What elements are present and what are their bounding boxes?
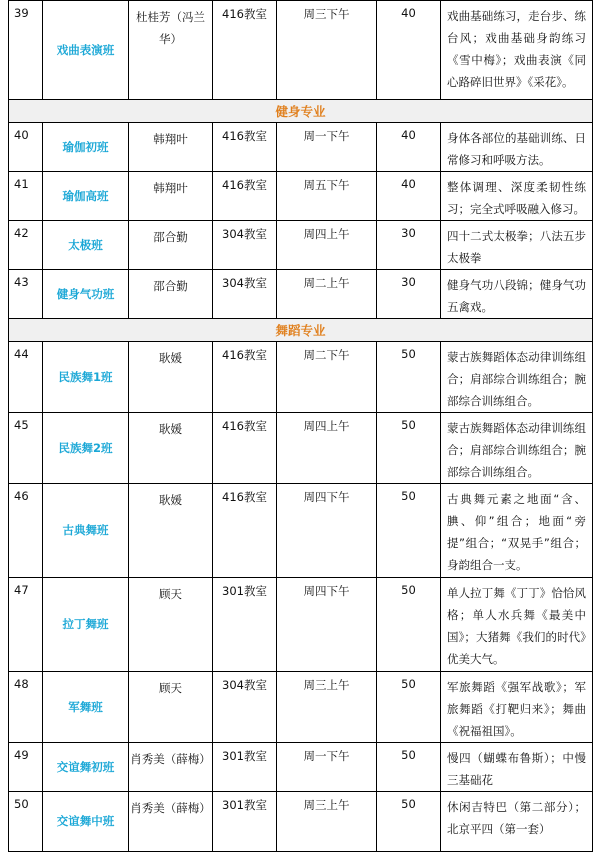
category-row (9, 319, 593, 342)
class-time: 周四下午 (277, 578, 377, 672)
table-row (9, 743, 593, 792)
teacher: 肖秀美（薛梅） (129, 792, 213, 852)
course-description: 四十二式太极拳；八法五步太极拳 (441, 221, 593, 270)
row-number: 43 (9, 270, 43, 319)
course-description: 休闲吉特巴（第二部分）；北京平四（第一套） (441, 792, 593, 852)
capacity: 50 (377, 484, 441, 578)
course-description: 蒙古族舞蹈体态动律训练组合；肩部综合训练组合；腕部综合训练组合。 (441, 413, 593, 484)
teacher: 耿媛 (129, 484, 213, 578)
teacher: 韩翔叶 (129, 172, 213, 221)
teacher: 顾天 (129, 672, 213, 743)
class-time: 周一下午 (277, 123, 377, 172)
capacity: 40 (377, 123, 441, 172)
course-description: 军旅舞蹈《强军战歌》；军旅舞蹈《打靶归来》；舞曲《祝福祖国》。 (441, 672, 593, 743)
row-number: 41 (9, 172, 43, 221)
class-time: 周三下午 (277, 1, 377, 100)
table-row (9, 484, 593, 578)
teacher: 杜桂芳（冯兰华） (129, 1, 213, 100)
row-number: 40 (9, 123, 43, 172)
teacher: 肖秀美（薛梅） (129, 743, 213, 792)
table-row (9, 792, 593, 852)
capacity: 50 (377, 792, 441, 852)
class-time: 周四上午 (277, 221, 377, 270)
classroom: 416教室 (213, 413, 277, 484)
course-name: 太极班 (43, 221, 129, 270)
capacity: 50 (377, 578, 441, 672)
table-row (9, 672, 593, 743)
classroom: 416教室 (213, 172, 277, 221)
classroom: 416教室 (213, 123, 277, 172)
capacity: 50 (377, 342, 441, 413)
teacher: 邵合勤 (129, 270, 213, 319)
course-description: 整体调理、深度柔韧性练习；完全式呼吸融入修习。 (441, 172, 593, 221)
row-number: 49 (9, 743, 43, 792)
course-description: 蒙古族舞蹈体态动律训练组合；肩部综合训练组合；腕部综合训练组合。 (441, 342, 593, 413)
capacity: 50 (377, 743, 441, 792)
classroom: 304教室 (213, 270, 277, 319)
table-row (9, 123, 593, 172)
class-time: 周二上午 (277, 270, 377, 319)
class-time: 周三上午 (277, 792, 377, 852)
course-name: 民族舞1班 (43, 342, 129, 413)
course-name: 交谊舞初班 (43, 743, 129, 792)
table-row (9, 221, 593, 270)
table-row (9, 413, 593, 484)
classroom: 416教室 (213, 1, 277, 100)
teacher: 韩翔叶 (129, 123, 213, 172)
classroom: 416教室 (213, 484, 277, 578)
course-description: 健身气功八段锦；健身气功五禽戏。 (441, 270, 593, 319)
row-number: 39 (9, 1, 43, 100)
course-description: 古典舞元素之地面“含、腆、仰”组合；地面“旁提”组合；“双晃手”组合；身韵组合一支。 (441, 484, 593, 578)
row-number: 47 (9, 578, 43, 672)
class-time: 周五下午 (277, 172, 377, 221)
table-row (9, 172, 593, 221)
course-name: 军舞班 (43, 672, 129, 743)
class-time: 周三上午 (277, 672, 377, 743)
row-number: 50 (9, 792, 43, 852)
teacher: 耿媛 (129, 342, 213, 413)
capacity: 30 (377, 270, 441, 319)
course-name: 古典舞班 (43, 484, 129, 578)
row-number: 48 (9, 672, 43, 743)
category-title: 健身专业 (9, 100, 593, 123)
classroom: 301教室 (213, 578, 277, 672)
course-name: 瑜伽高班 (43, 172, 129, 221)
course-name: 戏曲表演班 (43, 1, 129, 100)
course-description: 单人拉丁舞《丁丁》恰恰风格；单人水兵舞《最美中国》；大猪舞《我们的时代》优美大气。 (441, 578, 593, 672)
course-name: 拉丁舞班 (43, 578, 129, 672)
classroom: 301教室 (213, 792, 277, 852)
classroom: 304教室 (213, 221, 277, 270)
category-title: 舞蹈专业 (9, 319, 593, 342)
table-row (9, 270, 593, 319)
course-name: 民族舞2班 (43, 413, 129, 484)
classroom: 304教室 (213, 672, 277, 743)
course-name: 瑜伽初班 (43, 123, 129, 172)
course-description: 戏曲基础练习，走台步、练台风；戏曲基础身韵练习《雪中梅》；戏曲表演《同心路碎旧世界》《采花》。 (441, 1, 593, 100)
teacher: 顾天 (129, 578, 213, 672)
course-schedule-table (8, 0, 593, 852)
table-row (9, 342, 593, 413)
row-number: 45 (9, 413, 43, 484)
capacity: 40 (377, 1, 441, 100)
row-number: 42 (9, 221, 43, 270)
class-time: 周四下午 (277, 484, 377, 578)
class-time: 周一下午 (277, 743, 377, 792)
teacher: 耿媛 (129, 413, 213, 484)
capacity: 50 (377, 413, 441, 484)
course-name: 健身气功班 (43, 270, 129, 319)
row-number: 46 (9, 484, 43, 578)
course-description: 身体各部位的基础训练、日常修习和呼吸方法。 (441, 123, 593, 172)
table-row (9, 578, 593, 672)
course-name: 交谊舞中班 (43, 792, 129, 852)
capacity: 50 (377, 672, 441, 743)
classroom: 416教室 (213, 342, 277, 413)
classroom: 301教室 (213, 743, 277, 792)
capacity: 30 (377, 221, 441, 270)
course-description: 慢四（蝴蝶布鲁斯）；中慢三基础花 (441, 743, 593, 792)
category-row (9, 100, 593, 123)
table-row (9, 1, 593, 100)
class-time: 周二下午 (277, 342, 377, 413)
class-time: 周四上午 (277, 413, 377, 484)
capacity: 40 (377, 172, 441, 221)
row-number: 44 (9, 342, 43, 413)
teacher: 邵合勤 (129, 221, 213, 270)
